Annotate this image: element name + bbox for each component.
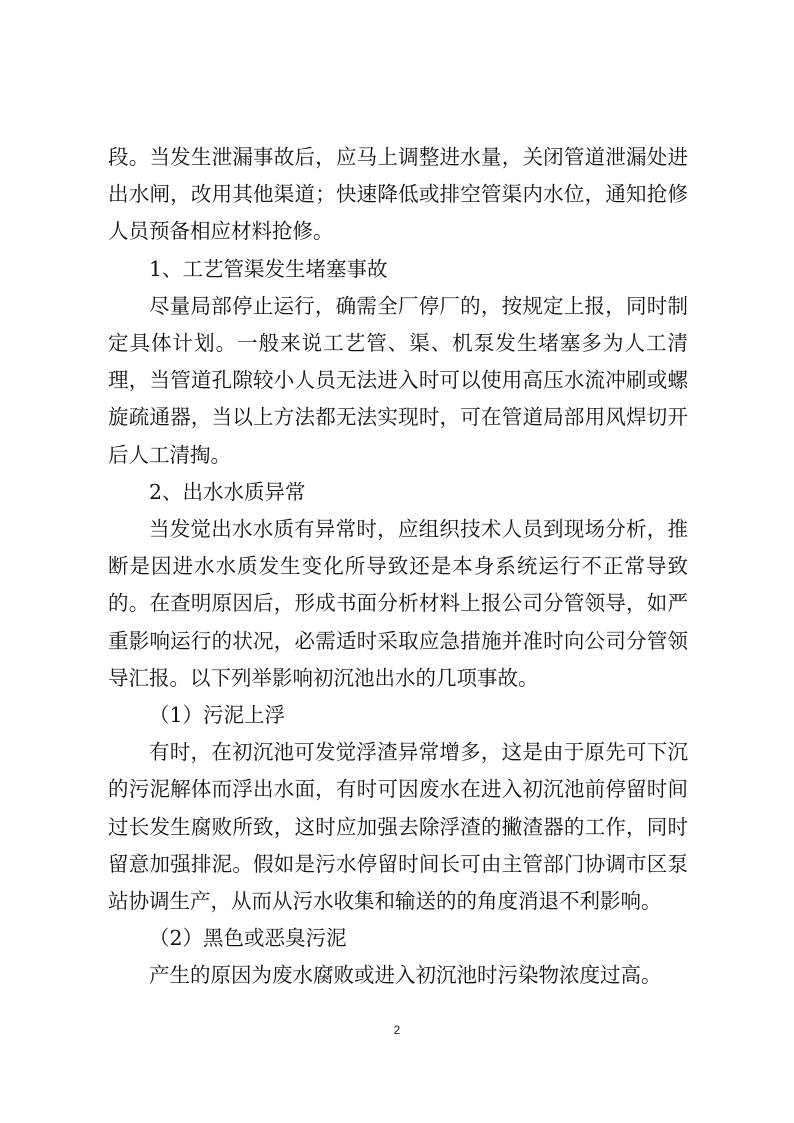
body-text: [108, 139, 688, 995]
paragraph: 有时，在初沉池可发觉浮渣异常增多，这是由于原先可下沉的污泥解体而浮出水面，有时可因废水在进入初沉池前停留时间过长发生腐败所致，这时应加强去除浮渣的撇渣器的工作，同时留意加强排泥。假如是污水停留时间长可由主管部门协调市区泵站协调生产，从而从污水收集和输送的的角度消退不利影响。: [108, 740, 688, 914]
page-number: 2: [393, 1023, 401, 1037]
section-heading: 1、工艺管渠发生堵塞事故: [149, 256, 388, 281]
section-heading: 2、出水水质异常: [149, 479, 306, 504]
subsection-heading: （1）污泥上浮: [149, 703, 286, 728]
paragraph: 段。当发生泄漏事故后，应马上调整进水量，关闭管道泄漏处进出水闸，改用其他渠道；快速降低或排空管渠内水位，通知抢修人员预备相应材料抢修。: [108, 145, 688, 244]
paragraph: 产生的原因为废水腐败或进入初沉池时污染物浓度过高。: [149, 963, 662, 988]
subsection-heading: （2）黑色或恶臭污泥: [149, 926, 347, 951]
paragraph: 当发觉出水水质有异常时，应组织技术人员到现场分析，推断是因进水水质发生变化所导致还是本身系统运行不正常导致的。在查明原因后，形成书面分析材料上报公司分管领导，如严重影响运行的状况，必需适时采取应急措施并准时向公司分管领导汇报。以下列举影响初沉池出水的几项事故。: [108, 517, 688, 690]
paragraph: 尽量局部停止运行，确需全厂停厂的，按规定上报，同时制定具体计划。一般来说工艺管、渠、机泵发生堵塞多为人工清理，当管道孔隙较小人员无法进入时可以使用高压水流冲刷或螺旋疏通器，当以上方法都无法实现时，可在管道局部用风焊切开后人工清掏。: [108, 293, 688, 467]
